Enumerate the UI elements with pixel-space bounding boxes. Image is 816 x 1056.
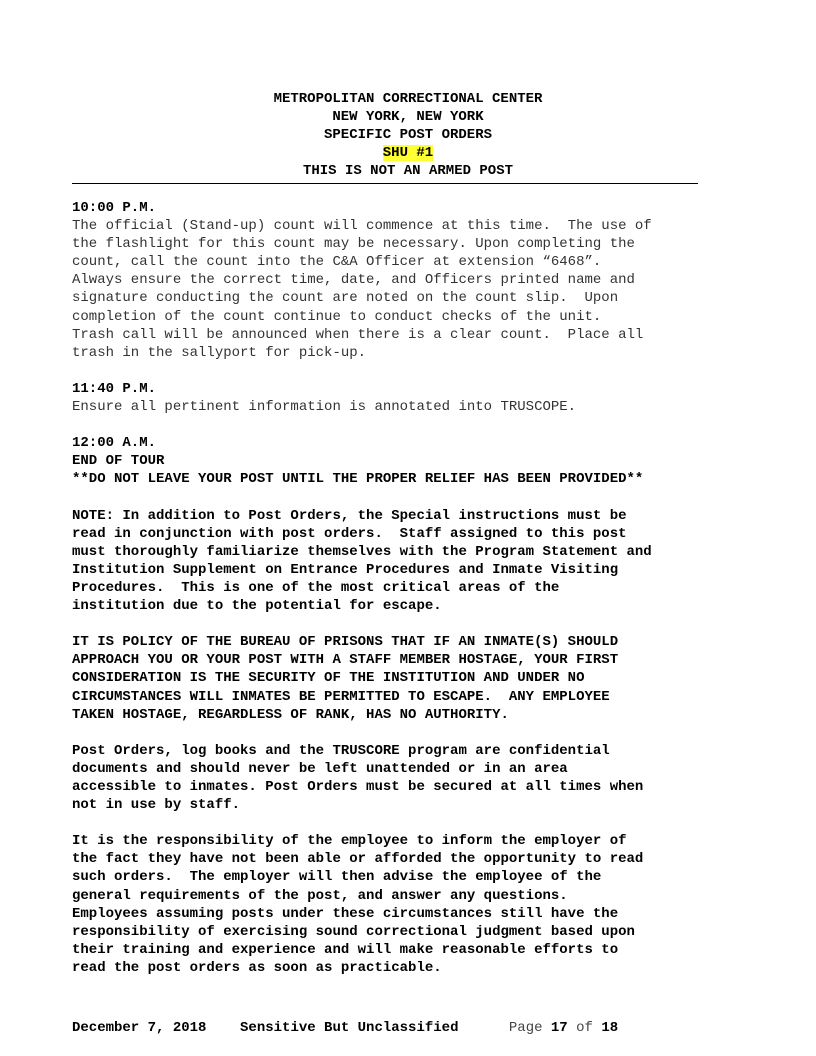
policy-paragraph [72,633,752,723]
section-text [72,452,752,488]
text-line: Procedures. This is one of the most critical areas of the [72,579,560,596]
header-institution: METROPOLITAN CORRECTIONAL CENTER [273,91,543,107]
section-1140pm [72,380,752,416]
section-time: 10:00 P.M. [72,200,157,216]
text-line: count, call the count into the C&A Officer at extension “6468”. [72,254,602,271]
text-line: documents and should never be left unattended or in an area [72,760,568,777]
text-line: END OF TOUR [72,453,165,470]
footer-of-label: of [576,1020,593,1036]
section-1200am [72,434,752,488]
footer-page-total: 18 [601,1020,619,1036]
text-line: Employees assuming posts under these circumstances still have the [72,905,619,922]
header-location: NEW YORK, NEW YORK [332,109,484,126]
text-line: signature conducting the count are noted on the count slip. Upon [72,290,619,307]
text-line: trash in the sallyport for pick-up. [72,344,367,361]
document-header [72,90,744,180]
responsibility-paragraph [72,832,752,977]
text-line: completion of the count continue to conduct checks of the unit. [72,308,602,325]
text-line: TAKEN HOSTAGE, REGARDLESS OF RANK, HAS NO AUTHORITY. [72,706,509,723]
text-line: read in conjunction with post orders. Staff assigned to this post [72,525,627,542]
text-line: responsibility of exercising sound correctional judgment based upon [72,923,635,940]
section-time: 11:40 P.M. [72,380,157,397]
text-line: Always ensure the correct time, date, and Officers printed name and [72,272,635,289]
footer-classification: Sensitive But Unclassified [240,1020,459,1036]
document-body [72,199,752,995]
section-time: 12:00 A.M. [72,435,157,452]
header-post-name: SHU #1 [382,145,434,162]
text-line: accessible to inmates. Post Orders must be secured at all times when [72,779,644,795]
text-line: CONSIDERATION IS THE SECURITY OF THE INSTITUTION AND UNDER NO [72,670,585,687]
section-1000pm [72,199,752,362]
page-footer [72,1019,752,1037]
header-armed-status: THIS IS NOT AN ARMED POST [302,163,514,180]
text-line: IT IS POLICY OF THE BUREAU OF PRISONS THAT IF AN INMATE(S) SHOULD [72,634,619,651]
footer-page-label: Page [508,1020,543,1036]
footer-page-number: 17 [550,1020,568,1036]
text-line: their training and experience and will make reasonable efforts to [72,941,619,958]
confidential-paragraph [72,742,752,814]
text-line: CIRCUMSTANCES WILL INMATES BE PERMITTED TO ESCAPE. ANY EMPLOYEE [72,688,610,705]
section-text [72,217,752,362]
text-line: Ensure all pertinent information is annotated into TRUSCOPE. [72,399,577,416]
text-line: general requirements of the post, and answer any questions. [72,887,568,904]
text-line: NOTE: In addition to Post Orders, the Special instructions must be [72,507,627,524]
text-line: must thoroughly familiarize themselves with the Program Statement and [72,543,652,560]
text-line: not in use by staff. [72,797,241,814]
text-line: Institution Supplement on Entrance Procedures and Inmate Visiting [72,561,619,578]
text-line: Post Orders, log books and the TRUSCORE program are confidential [72,742,610,759]
text-line: institution due to the potential for escape. [72,598,442,615]
text-line: read the post orders as soon as practicable. [72,959,442,976]
footer-date: December 7, 2018 [72,1020,207,1036]
text-line: The official (Stand-up) count will commence at this time. The use of [72,218,652,235]
text-line: APPROACH YOU OR YOUR POST WITH A STAFF MEMBER HOSTAGE, YOUR FIRST [72,652,619,669]
header-doc-type: SPECIFIC POST ORDERS [323,127,493,144]
text-line: the flashlight for this count may be necessary. Upon completing the [72,236,635,253]
note-paragraph [72,507,752,616]
text-line: such orders. The employer will then advise the employee of the [72,869,602,886]
text-line: It is the responsibility of the employee to inform the employer of [72,833,627,850]
text-line: Trash call will be announced when there is a clear count. Place all [72,326,644,343]
text-line: the fact they have not been able or afforded the opportunity to read [72,851,644,868]
text-line: **DO NOT LEAVE YOUR POST UNTIL THE PROPER RELIEF HAS BEEN PROVIDED** [72,471,644,488]
section-text [72,398,752,416]
header-divider [72,183,698,184]
